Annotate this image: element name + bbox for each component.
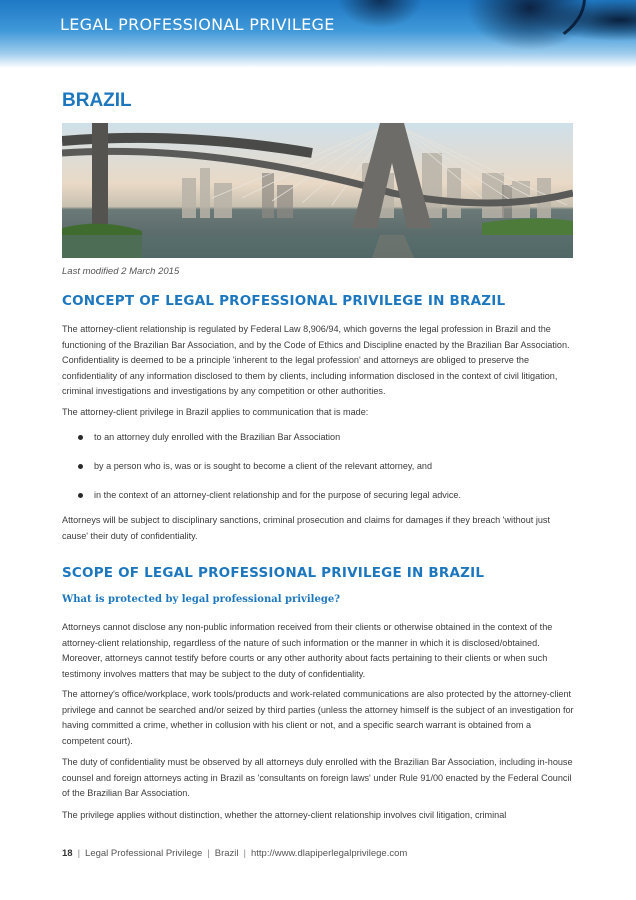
page-number: 18: [62, 848, 73, 859]
footer-publication: Legal Professional Privilege: [85, 848, 203, 859]
footer-url[interactable]: http://www.dlapiperlegalprivilege.com: [250, 848, 408, 859]
page-footer: [62, 848, 407, 859]
bridge-photo: [62, 123, 573, 258]
footer-separator: |: [77, 848, 81, 859]
bullet-icon: [78, 493, 83, 498]
section-heading-concept: CONCEPT OF LEGAL PROFESSIONAL PRIVILEGE IN BRAZIL: [62, 293, 506, 309]
footer-country: Brazil: [214, 848, 239, 859]
bullet-icon: [78, 464, 83, 469]
list-item-text: to an attorney duly enrolled with the Brazilian Bar Association: [94, 432, 341, 442]
paragraph: Attorneys will be subject to disciplinary sanctions, criminal prosecution and claims for damages if they breach 'without just cause' their duty of confidentiality.: [62, 515, 550, 541]
header-banner: [0, 0, 636, 68]
last-modified: Last modified 2 March 2015: [62, 266, 180, 277]
paragraph: The duty of confidentiality must be observed by all attorneys duly enrolled with the Brazilian Bar Association, including in-house counsel and foreign attorneys acting in Brazil as 'consultants on foreign laws' under Rule 91/00 enacted by the Federal Council of the Brazilian Bar Association.: [62, 757, 573, 798]
paragraph: The attorney-client relationship is regulated by Federal Law 8,906/94, which governs the legal profession in Brazil and the functioning of the Brazilian Bar Association, and by the Code of Ethics and Discipline enacted by the Brazilian Bar Association. Confidentiality is deemed to be a principle 'inherent to the legal profession' and attorneys are obliged to preserve the confidentiality of any information disclosed to them by clients, including information disclosed in the context of civil litigation, criminal investigations and investigations by any competition or other authorities.: [62, 324, 570, 396]
page-title: BRAZIL: [62, 90, 132, 111]
paragraph: Attorneys cannot disclose any non-public information received from their clients or otherwise obtained in the context of the attorney-client relationship, regardless of the nature of such information or the manner in which it is disclosed/obtained. Moreover, attorneys cannot testify before courts or any other authority about facts pertaining to their clients or when such testimony involves matters that may be subject to the duty of confidentiality.: [62, 622, 553, 679]
footer-separator: |: [243, 848, 246, 859]
bullet-icon: [78, 435, 83, 440]
list-item-text: by a person who is, was or is sought to become a client of the relevant attorney, and: [94, 461, 433, 471]
subheading: What is protected by legal professional privilege?: [62, 594, 341, 605]
footer-separator: |: [207, 848, 210, 859]
list-item-text: in the context of an attorney-client relationship and for the purpose of securing legal advice.: [94, 490, 462, 500]
banner-title: LEGAL PROFESSIONAL PRIVILEGE: [60, 15, 335, 34]
bridge-illustration: [62, 123, 573, 258]
paragraph: The attorney's office/workplace, work tools/products and work-related communications are also protected by the attorney-client privilege and cannot be searched and/or seized by third parties (unless the attorney himself is the subject of an investigation for having committed a crime, whether in collusion with his client or not, and a specific search warrant is obtained from a competent court).: [62, 689, 574, 746]
paragraph: The attorney-client privilege in Brazil applies to communication that is made:: [62, 407, 369, 417]
section-heading-scope: SCOPE OF LEGAL PROFESSIONAL PRIVILEGE IN BRAZIL: [62, 565, 485, 581]
paragraph: The privilege applies without distinction, whether the attorney-client relationship involves civil litigation, criminal: [62, 810, 507, 820]
